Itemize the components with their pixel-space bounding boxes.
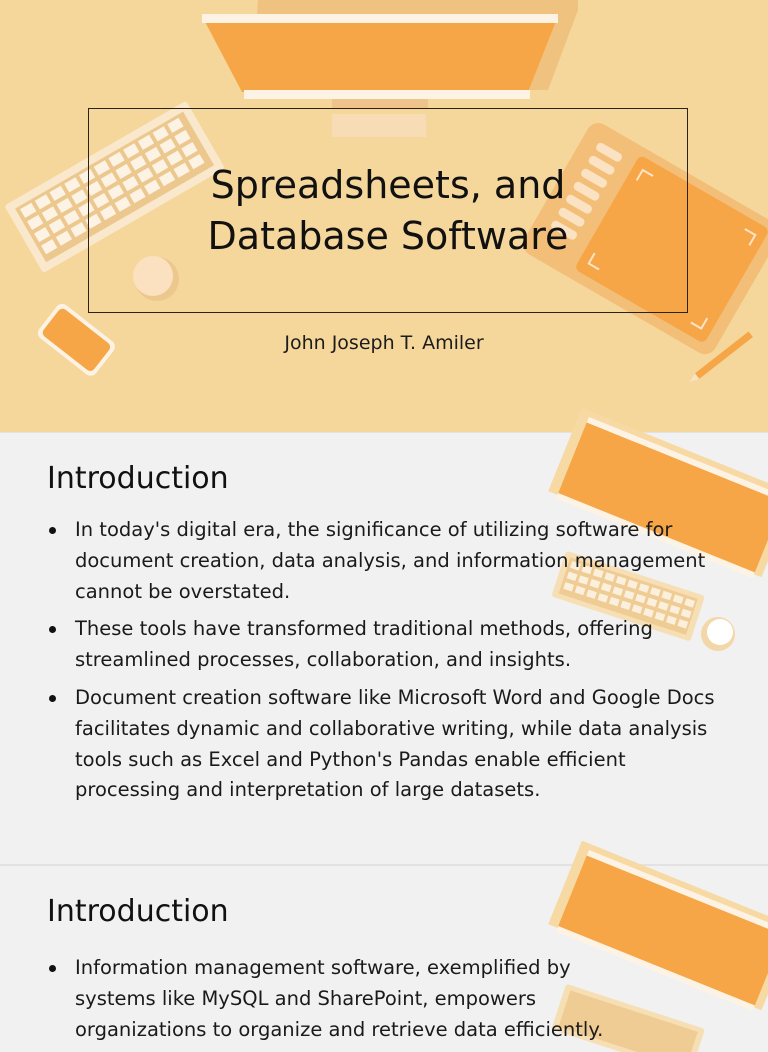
bullet-list — [75, 953, 615, 1052]
title-slide — [0, 0, 768, 432]
title-line-2: Database Software — [207, 213, 569, 258]
monitor-top-edge — [202, 14, 558, 23]
title-frame — [88, 108, 688, 313]
introduction-slide-2 — [0, 866, 768, 1041]
bullet-item: Document creation software like Microsoft Word and Google Docs facilitates dynamic and collaborative writing, while data analysis tools such as Excel and Python's Pandas enable efficient processing and interpretation of large datasets. — [75, 683, 715, 806]
bullet-list — [75, 515, 715, 813]
bullet-item: These tools have transformed traditional methods, offering streamlined processes, collaboration, and insights. — [75, 614, 715, 676]
introduction-slide — [0, 433, 768, 864]
author-name: John Joseph T. Amiler — [284, 332, 484, 354]
monitor-screen — [202, 16, 558, 92]
bullet-item: Information management software, exemplified by systems like MySQL and SharePoint, empowers organizations to organize and retrieve data efficiently. — [75, 953, 615, 1045]
title-line-1: Spreadsheets, and — [210, 162, 566, 207]
presentation-title — [89, 160, 687, 262]
bullet-item: In today's digital era, the significance of utilizing software for document creation, data analysis, and information management cannot be overstated. — [75, 515, 715, 607]
monitor-bottom-edge — [244, 90, 530, 99]
slide-heading: Introduction — [47, 461, 229, 496]
slide-heading: Introduction — [47, 894, 229, 929]
